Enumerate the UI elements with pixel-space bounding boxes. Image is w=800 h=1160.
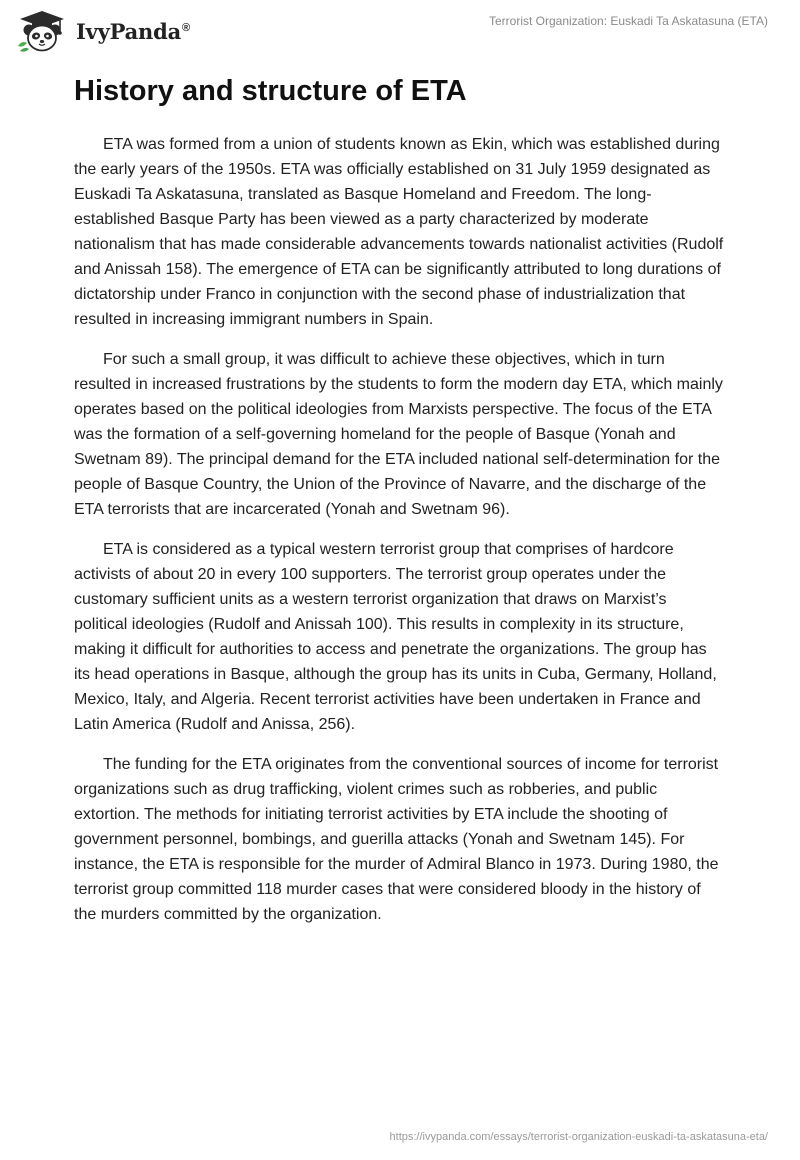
panda-graduate-icon — [16, 10, 68, 52]
registered-mark: ® — [182, 21, 190, 34]
paragraph: ETA is considered as a typical western terrorist group that comprises of hardcore activists of about 20 in every 100 supporters. The terrorist group operates under the customary sufficient units as a western terrorist organization that draws on Marxist’s political ideologies (Rudolf and Anissah 100). This results in complexity in its structure, making it difficult for authorities to access and penetrate the organizations. The group has its head operations in Basque, although the group has its units in Cuba, Germany, Holland, Mexico, Italy, and Algeria. Recent terrorist activities have been undertaken in France and Latin America (Rudolf and Anissa, 256). — [74, 541, 717, 733]
source-url-link[interactable]: https://ivypanda.com/essays/terrorist-organization-euskadi-ta-askatasuna-eta/ — [389, 1131, 768, 1143]
page-header — [0, 0, 800, 60]
ivypanda-logo[interactable] — [16, 10, 190, 52]
paragraph: For such a small group, it was difficult to achieve these objectives, which in turn resulted in increased frustrations by the students to form the modern day ETA, which mainly operates based on the political ideologies from Marxists perspective. The focus of the ETA was the formation of a self-governing homeland for the people of Basque (Yonah and Swetnam 89). The principal demand for the ETA included national self-determination for the people of Basque Country, the Union of the Province of Navarre, and the discharge of the ETA terrorists that are incarcerated (Yonah and Swetnam 96). — [74, 351, 723, 518]
article-body — [74, 72, 724, 942]
paragraph: The funding for the ETA originates from the conventional sources of income for terrorist organizations such as drug trafficking, violent crimes such as robberies, and public extortion. The methods for initiating terrorist activities by ETA include the shooting of government personnel, bombings, and guerilla attacks (Yonah and Swetnam 145). For instance, the ETA is responsible for the murder of Admiral Blanco in 1973. During 1980, the terrorist group committed 118 murder cases that were considered bloody in the history of the murders committed by the organization. — [74, 756, 719, 923]
paragraph: ETA was formed from a union of students known as Ekin, which was established during the early years of the 1950s. ETA was officially established on 31 July 1959 designated as Euskadi Ta Askatasuna, translated as Basque Homeland and Freedom. The long-established Basque Party has been viewed as a party characterized by moderate nationalism that has made considerable advancements towards nationalist activities (Rudolf and Anissah 158). The emergence of ETA can be significantly attributed to long durations of dictatorship under Franco in conjunction with the second phase of industrialization that resulted in increasing immigrant numbers in Spain. — [74, 136, 724, 328]
brand-name — [76, 19, 190, 44]
brand-label: IvyPanda — [76, 18, 182, 44]
section-heading: History and structure of ETA — [74, 75, 467, 107]
document-title: Terrorist Organization: Euskadi Ta Askatasuna (ETA) — [488, 14, 768, 28]
